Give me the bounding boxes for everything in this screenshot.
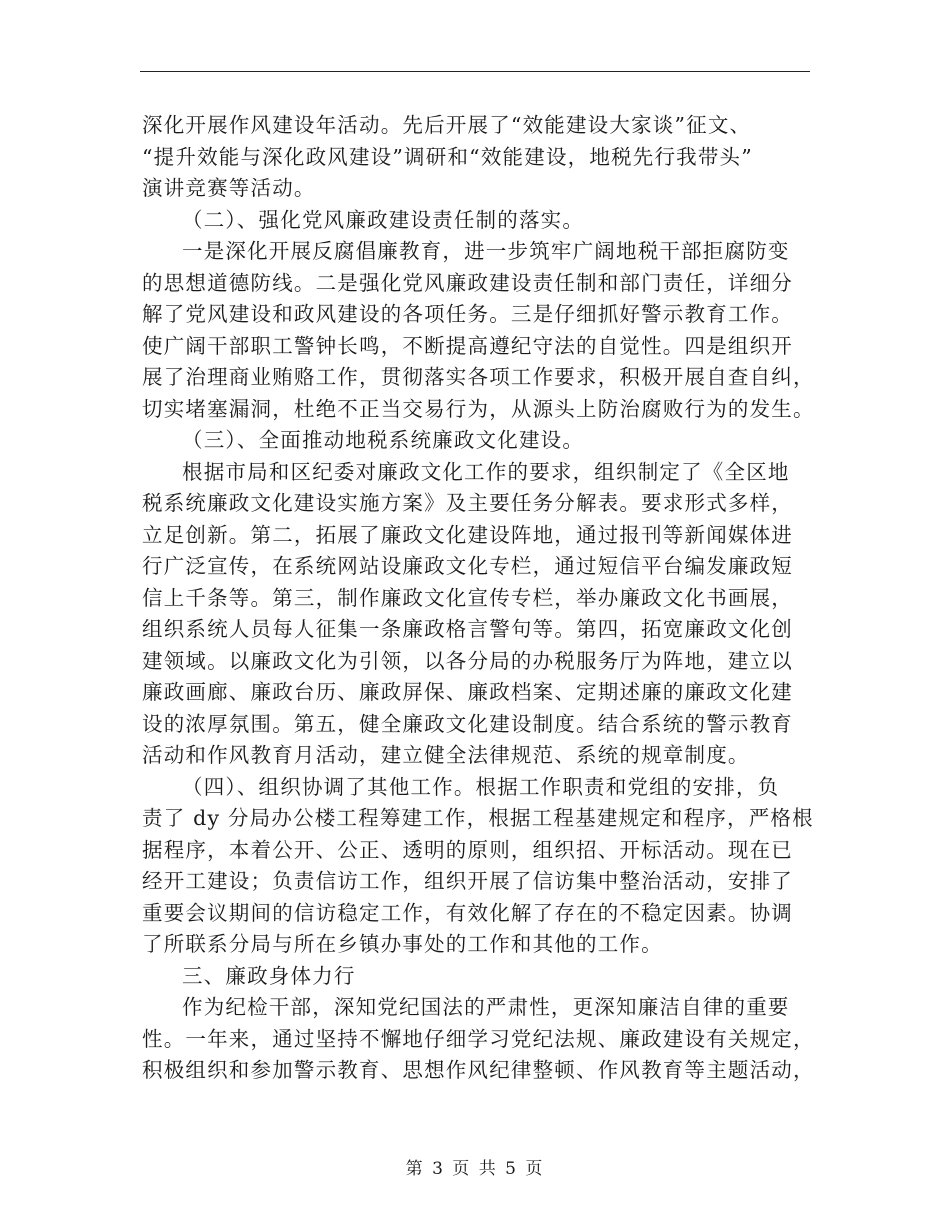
text-line: 积极组织和参加警示教育、思想作风纪律整顿、作风教育等主题活动， [142,1058,815,1082]
text-line: 根据市局和区纪委对廉政文化工作的要求，组织制定了《全区地 [182,459,790,484]
text-line: 活动和作风教育月活动，建立健全法律规范、系统的规章制度。 [142,743,750,767]
text-line: 展了治理商业贿赂工作，贯彻落实各项工作要求，积极开展自查自纠， [142,365,815,389]
page-number-footer: 第 3 页 共 5 页 [405,1159,545,1179]
text-line: （二）、强化党风廉政建设责任制的落实。 [182,207,585,232]
text-line: 税系统廉政文化建设实施方案》及主要任务分解表。要求形式多样， [142,491,793,515]
text-line: 组织系统人员每人征集一条廉政格言警句等。第四，拓宽廉政文化创 [142,617,793,641]
text-line: 设的浓厚氛围。第五，健全廉政文化建设制度。结合系统的警示教育 [142,711,793,736]
text-line: “提升效能与深化政风建设”调研和“效能建设，地税先行我带头” [142,144,753,169]
text-line: 解了党风建设和政风建设的各项任务。三是仔细抓好警示教育工作。 [142,302,793,326]
text-line: （三）、全面推动地税系统廉政文化建设。 [182,428,585,452]
text-line: 据程序，本着公开、公正、透明的原则，组织招、开标活动。现在已 [142,837,793,862]
header-rule [140,71,810,72]
text-line: （四）、组织协调了其他工作。根据工作职责和党组的安排，负 [182,774,780,799]
text-line: 重要会议期间的信访稳定工作，有效化解了存在的不稳定因素。协调 [142,900,793,925]
text-line: 经开工建设；负责信访工作，组织开展了信访集中整治活动，安排了 [142,869,793,893]
text-line: 立足创新。第二，拓展了廉政文化建设阵地，通过报刊等新闻媒体进 [142,522,793,547]
document-body [142,110,814,1087]
text-line: 行广泛宣传，在系统网站设廉政文化专栏，通过短信平台编发廉政短 [142,554,793,578]
text-line: 责了 dy 分局办公楼工程筹建工作，根据工程基建规定和程序，严格根 [142,806,814,830]
text-line: 廉政画廊、廉政台历、廉政屏保、廉政档案、定期述廉的廉政文化建 [142,680,793,704]
text-line: 了所联系分局与所在乡镇办事处的工作和其他的工作。 [142,932,663,956]
text-line: 深化开展作风建设年活动。先后开展了“效能建设大家谈”征文、 [142,113,752,137]
text-line: 三、廉政身体力行 [182,963,356,988]
text-line: 一是深化开展反腐倡廉教育，进一步筑牢广阔地税干部拒腐防变 [182,239,790,263]
text-line: 性。一年来，通过坚持不懈地仔细学习党纪法规、廉政建设有关规定， [142,1026,815,1051]
text-line: 建领域。以廉政文化为引领，以各分局的办税服务厅为阵地，建立以 [142,648,793,673]
text-line: 切实堵塞漏洞，杜绝不正当交易行为，从源头上防治腐败行为的发生。 [142,396,815,421]
text-line: 作为纪检干部，深知党纪国法的严肃性，更深知廉洁自律的重要 [182,995,790,1019]
text-line: 演讲竞赛等活动。 [142,176,316,200]
text-line: 的思想道德防线。二是强化党风廉政建设责任制和部门责任，详细分 [142,270,793,295]
text-line: 信上千条等。第三，制作廉政文化宣传专栏，举办廉政文化书画展， [142,585,793,610]
text-line: 使广阔干部职工警钟长鸣，不断提高遵纪守法的自觉性。四是组织开 [142,333,793,358]
